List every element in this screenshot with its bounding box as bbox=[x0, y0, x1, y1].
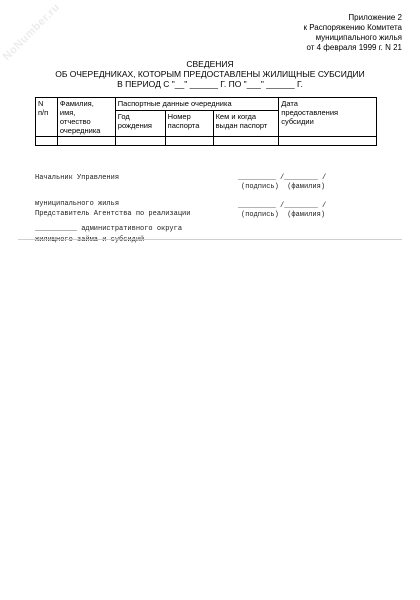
title-line-1: СВЕДЕНИЯ bbox=[186, 59, 234, 69]
header-full-name: Фамилия, имя, отчество очередника bbox=[57, 98, 115, 137]
title-line-2: ОБ ОЧЕРЕДНИКАХ, КОТОРЫМ ПРЕДОСТАВЛЕНЫ ЖИЛИЩНЫЕ СУБСИДИИ bbox=[55, 69, 365, 79]
document-title bbox=[0, 59, 420, 89]
table-row bbox=[36, 137, 377, 146]
head-title-line-3: __________ административного округа bbox=[35, 225, 183, 233]
head-title-line-2: муниципального жилья bbox=[35, 199, 120, 208]
head-title-line-1: Начальник Управления bbox=[35, 174, 120, 182]
watermark: NoNumber.ru bbox=[0, 1, 63, 63]
table-cell bbox=[279, 137, 377, 146]
divider bbox=[18, 239, 402, 240]
title-line-3: В ПЕРИОД С "__" ______ Г. ПО "___" ______ Г. bbox=[117, 79, 303, 89]
head-signature-caption: (подпись) (фамилия) bbox=[241, 183, 326, 191]
header-passport-issued: Кем и когда выдан паспорт bbox=[213, 110, 279, 136]
appendix-line-2: к Распоряжению Комитета bbox=[303, 23, 402, 32]
rep-signature-caption: (подпись) (фамилия) bbox=[241, 211, 326, 219]
table-cell bbox=[165, 137, 213, 146]
rep-signature-blanks: _________ /________ / bbox=[238, 202, 327, 210]
appendix-block bbox=[304, 13, 402, 53]
table-cell bbox=[115, 137, 165, 146]
appendix-line-3: муниципального жилья bbox=[315, 33, 402, 42]
table-cell bbox=[57, 137, 115, 146]
head-signature-blanks: _________ /________ / bbox=[238, 174, 327, 182]
rep-title-line-1: Представитель Агентства по реализации bbox=[35, 210, 191, 218]
table-cell bbox=[213, 137, 279, 146]
rep-title-line-2: жилищного займа и субсидий bbox=[35, 235, 145, 244]
header-subsidy-date: Дата предоставления субсидии bbox=[279, 98, 377, 137]
representative-signature-block bbox=[35, 193, 190, 253]
table-cell bbox=[36, 137, 58, 146]
appendix-line-4: от 4 февраля 1999 г. N 21 bbox=[306, 43, 402, 52]
header-passport-data: Паспортные данные очередника bbox=[115, 98, 278, 111]
report-table bbox=[35, 97, 377, 146]
header-number: N п/п bbox=[36, 98, 58, 137]
header-birth-year: Год рождения bbox=[115, 110, 165, 136]
appendix-line-1: Приложение 2 bbox=[348, 13, 402, 22]
header-passport-number: Номер паспорта bbox=[165, 110, 213, 136]
